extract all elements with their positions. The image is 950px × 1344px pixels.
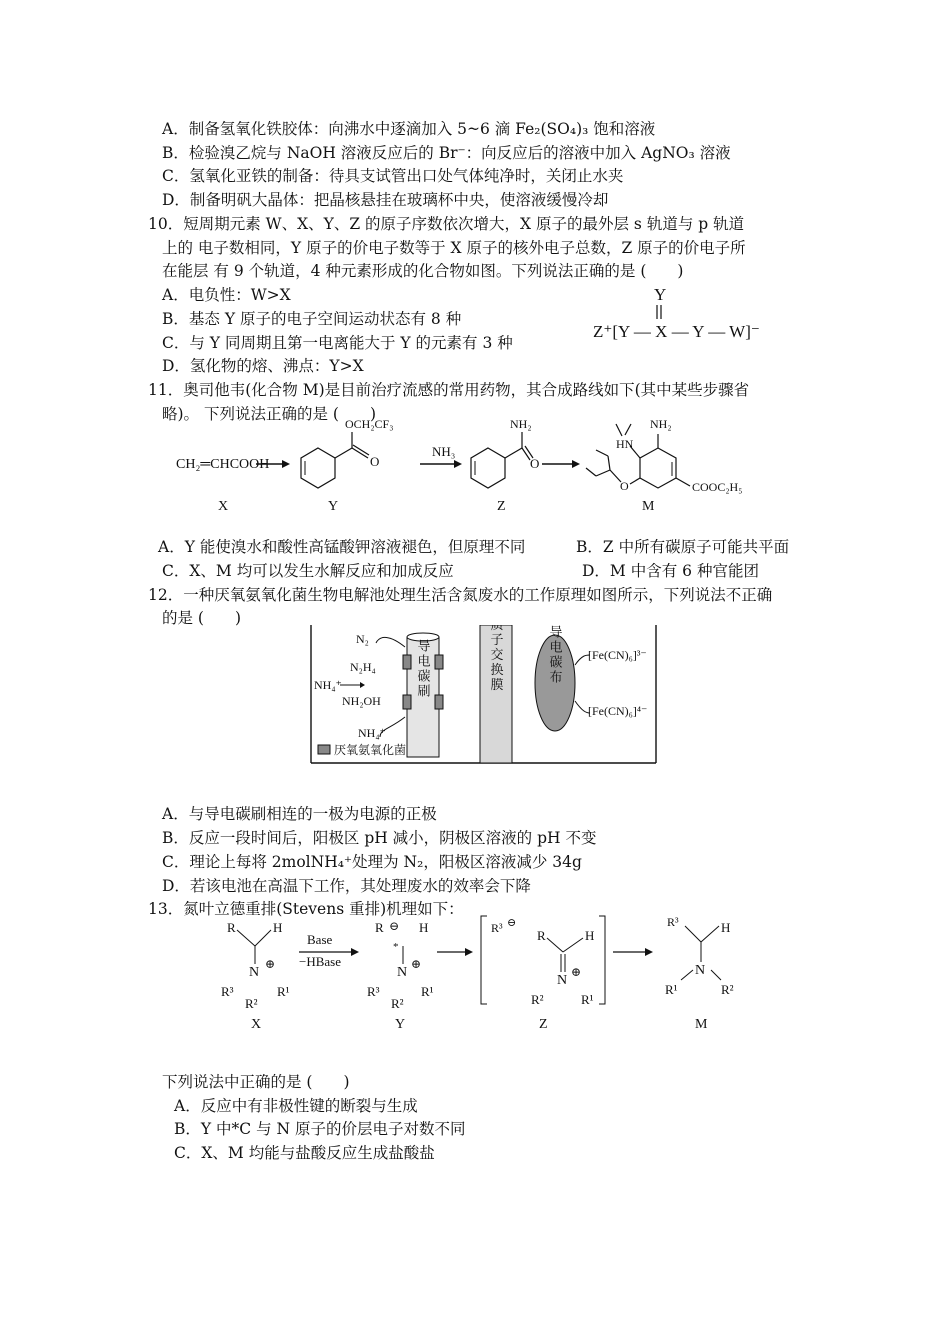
q11-stem-line2: 略)。 下列说法正确的是 ( ) [162,405,376,423]
q13-option-b: B．Y 中*C 与 N 原子的价层电子对数不同 [174,1120,466,1138]
svg-text:N: N [557,973,568,988]
svg-text:R³: R³ [367,984,380,999]
svg-text:N: N [397,965,408,980]
svg-text:H: H [273,920,283,935]
svg-text:*: * [393,941,399,953]
q11-m-ester: COOC₂H₅ [692,480,743,494]
q12-species-nh4-in: NH₄⁺ [314,678,342,692]
q10-structure-figure [590,284,770,346]
svg-text:H: H [419,920,429,935]
q10-option-b: B．基态 Y 原子的电子空间运动状态有 8 种 [162,310,462,328]
q11-m-hn: HN [616,437,634,451]
svg-text:O: O [530,456,540,471]
svg-text:R³: R³ [667,915,679,929]
q13-label-y: Y [395,1017,406,1032]
svg-text:R¹: R¹ [581,992,594,1007]
q13-option-c: C．X、M 均能与盐酸反应生成盐酸盐 [174,1144,435,1162]
svg-text:R: R [227,920,236,935]
svg-text:⊖: ⊖ [389,919,400,933]
q13-stem: 13．氮叶立德重排(Stevens 重排)机理如下： [148,900,464,918]
q12-species-fe3: [Fe(CN)₆]³⁻ [588,648,647,662]
q13-label-x: X [251,1017,262,1032]
svg-text:R³: R³ [221,984,234,999]
q12-species-fe4: [Fe(CN)₆]⁴⁻ [588,704,648,718]
svg-text:H: H [585,928,595,943]
q12-membrane-label: 质子交换膜 [488,625,504,693]
q10-option-d: D．氢化物的熔、沸点：Y>X [162,357,364,375]
svg-text:R¹: R¹ [277,984,290,999]
q11-x-formula: CH₂═CHCOOH [176,457,270,472]
svg-text:⊕: ⊕ [571,965,582,979]
q12-species-nh4-bottom: NH₄⁺ [358,726,386,740]
svg-text:R²: R² [531,992,544,1007]
q11-stem-line1: 11．奥司他韦(化合物 M)是目前治疗流感的常用药物，其合成路线如下(其中某些步骤省 [148,381,750,399]
svg-text:H: H [721,920,731,935]
svg-text:R²: R² [245,996,258,1011]
q12-cloth-label: 导电碳布 [547,625,563,685]
q11-label-y: Y [328,499,339,514]
q10-stem-line1: 10．短周期元素 W、X、Y、Z 的原子序数依次增大，X 原子的最外层 s 轨道与 p 轨道 [148,215,745,233]
q13-label-m: M [695,1017,708,1032]
q10-option-a: A．电负性：W>X [162,286,291,304]
q9-option-a: A．制备氢氧化铁胶体：向沸水中逐滴加入 5~6 滴 Fe₂(SO₄)₃ 饱和溶液 [162,120,656,138]
q13-mechanism-figure [215,912,755,1037]
q11-z-group: NH₂ [510,418,532,431]
svg-text:⊕: ⊕ [411,957,422,971]
q12-option-a: A．与导电碳刷相连的一极为电源的正极 [162,805,437,823]
q13-option-a: A．反应中有非极性键的断裂与生成 [174,1097,418,1115]
q11-label-x: X [218,499,229,514]
svg-text:O: O [620,479,629,493]
q9-option-c: C．氢氧化亚铁的制备：待具支试管出口处气体纯净时，关闭止水夹 [162,167,624,185]
q11-option-a: A．Y 能使溴水和酸性高锰酸钾溶液褪色，但原理不同 [158,538,526,556]
q12-species-nh2oh: NH₂OH [342,694,381,708]
q11-option-d: D．M 中含有 6 种官能团 [582,562,759,580]
q10-stem-line3: 在能层 有 9 个轨道，4 种元素形成的化合物如图。下列说法正确的是 ( ) [162,262,684,280]
q12-option-b: B．反应一段时间后，阳极区 pH 减小，阴极区溶液的 pH 不变 [162,829,597,847]
svg-text:R²: R² [391,996,404,1011]
q11-label-m: M [642,499,655,514]
q12-cell-figure [310,625,660,765]
q10-top-atom: Y [654,285,667,304]
q12-stem-line1: 12．一种厌氧氨氧化菌生物电解池处理生活含氮废水的工作原理如图所示，下列说法不正确 [148,586,773,604]
q10-stem-line2: 上的 电子数相同，Y 原子的价电子数等于 X 原子的核外电子总数，Z 原子的价电子所 [162,239,746,257]
svg-text:R¹: R¹ [421,984,434,999]
q11-label-z: Z [497,499,506,514]
q9-option-d: D．制备明矾大晶体：把晶核悬挂在玻璃杯中央，使溶液缓慢冷却 [162,191,609,209]
svg-text:O: O [370,454,380,469]
q12-species-n2: N₂ [356,632,369,646]
svg-text:R: R [375,920,384,935]
q11-y-group: OCH₂CF₃ [345,418,394,431]
svg-text:N: N [249,965,260,980]
q12-legend: 厌氧氨氧化菌 [334,743,407,757]
q11-m-nh2: NH₂ [650,418,672,431]
q11-option-c: C．X、M 均可以发生水解反应和加成反应 [162,562,454,580]
q9-option-b: B．检验溴乙烷与 NaOH 溶液反应后的 Br⁻：向反应后的溶液中加入 AgNO₃ 溶液 [162,144,731,162]
q12-option-c: C．理论上每将 2molNH₄⁺处理为 N₂，阳极区溶液减少 34g [162,853,582,871]
svg-text:⊖: ⊖ [507,917,517,929]
q11-reagent: NH₃ [432,444,456,459]
svg-text:N: N [695,963,706,978]
q12-option-d: D．若该电池在高温下工作，其处理废水的效率会下降 [162,877,531,895]
q10-formula: Z⁺[Y — X — Y — W]⁻ [593,322,760,341]
q13-reagent-top: Base [307,932,333,947]
q10-option-c: C．与 Y 同周期且第一电离能大于 Y 的元素有 3 种 [162,334,513,352]
svg-text:R²: R² [721,982,734,997]
q12-brush-label: 导电碳刷 [415,639,431,699]
svg-text:⊕: ⊕ [265,957,276,971]
svg-text:R³: R³ [491,921,503,935]
svg-text:R¹: R¹ [665,982,678,997]
q13-label-z: Z [539,1017,548,1032]
q11-synthesis-route [170,418,780,518]
svg-text:R: R [537,928,546,943]
q12-species-n2h4: N₂H₄ [350,660,376,674]
q13-question: 下列说法中正确的是 ( ) [162,1073,350,1091]
q13-reagent-bottom: −HBase [299,954,341,969]
q11-option-b: B．Z 中所有碳原子可能共平面 [576,538,790,556]
q12-stem-line2: 的是 ( ) [162,609,242,627]
